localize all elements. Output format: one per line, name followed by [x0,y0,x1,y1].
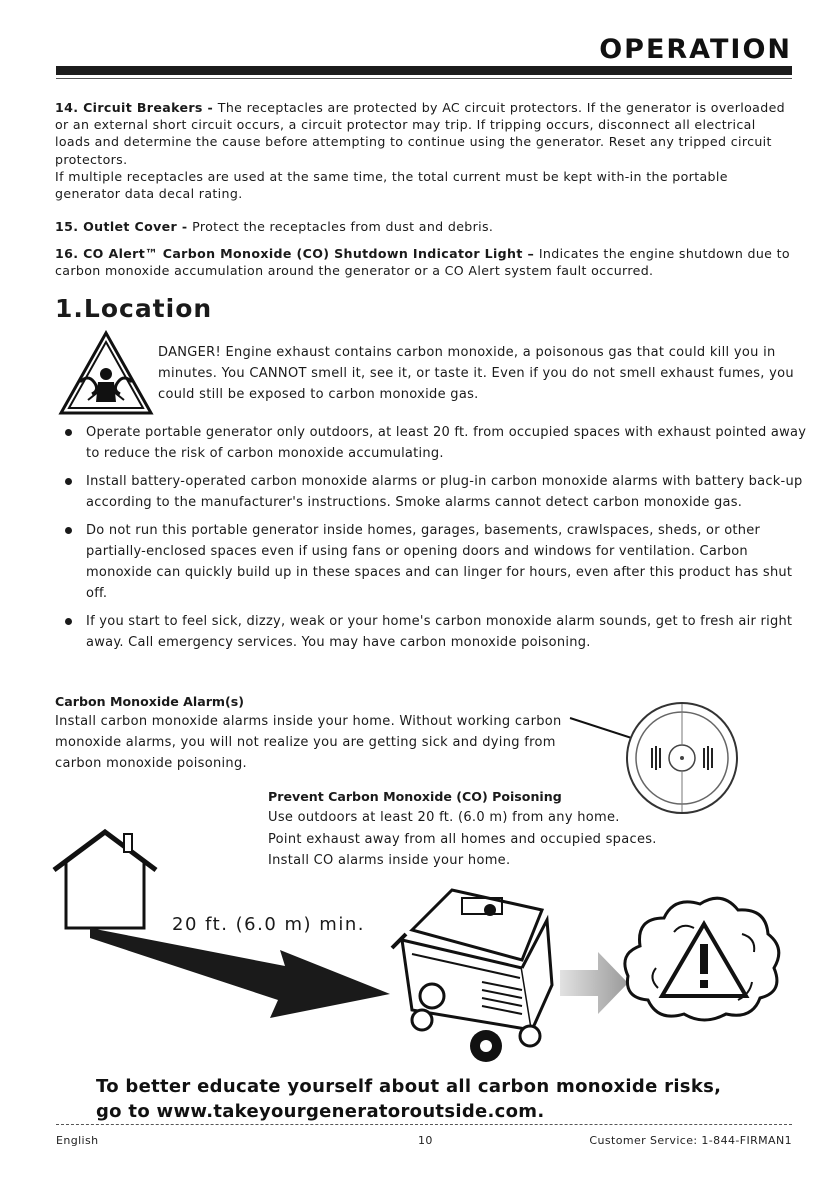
header-rule [56,78,792,79]
bullet-icon [65,527,72,534]
list-item: Point exhaust away from all homes and occupied spaces. [268,831,657,847]
bottom-message [96,1074,721,1124]
list-item: Use outdoors at least 20 ft. (6.0 m) from any home. [268,810,620,825]
bullet-icon [65,478,72,485]
item-circuit-breakers [55,99,795,202]
list-item [62,422,814,464]
bottom-message-line-1: To better educate yourself about all carbon monoxide risks, [96,1076,722,1097]
item-co-alert [55,245,795,279]
location-title: 1.Location [55,294,213,323]
footer-language: English [56,1134,99,1147]
bullet-icon [65,429,72,436]
list-item [62,611,814,653]
bullet-text: Install battery-operated carbon monoxide alarms or plug-in carbon monoxide alarms with battery back-up according to the manufacturer's instructions. Smoke alarms cannot detect carbon monoxide gas. [86,474,803,510]
exhaust-arrow-icon [90,920,400,1020]
prevent-list [268,807,657,872]
bullet-text: Do not run this portable generator inside homes, garages, basements, crawlspaces, sheds, or other partially-enclosed spaces even if using fans or opening doors and windows for ventilation. Carbon monoxide can quickly build up in these spaces and can linger for hours, even after this product has shut off. [86,523,793,601]
alarm-title: Carbon Monoxide Alarm(s) [55,694,245,709]
item-text: The receptacles are protected by AC circuit protectors. If the generator is overloaded or an external short circuit occurs, a circuit protector may trip. If tripping occurs, disconnect all electrical loads and determine the cause before attempting to continue using the generator. Reset any tripped circuit protectors. [55,100,786,167]
footer-divider [56,1124,792,1125]
item-text-2: If multiple receptacles are used at the same time, the total current must be kept with-in the portable generator data decal rating. [55,168,728,202]
website-link[interactable]: go to www.takeyourgeneratoroutside.com. [96,1101,545,1122]
exhaust-cloud-warning-icon [618,888,788,1028]
item-label: 15. Outlet Cover - [55,219,193,234]
danger-statement: DANGER! Engine exhaust contains carbon monoxide, a poisonous gas that could kill you in minutes. You CANNOT smell it, see it, or taste it. Even if you do not smell exhaust fumes, you could still be exposed to carbon monoxide gas. [158,345,794,402]
prevent-title: Prevent Carbon Monoxide (CO) Poisoning [268,789,562,804]
generator-icon [382,870,562,1070]
bullet-icon [65,618,72,625]
alarm-text: Install carbon monoxide alarms inside your home. Without working carbon monoxide alarms, you will not realize you are getting sick and dying from carbon monoxide poisoning. [55,714,562,771]
item-label: 16. CO Alert™ Carbon Monoxide (CO) Shutdown Indicator Light – [55,246,539,261]
item-text: Protect the receptacles from dust and debris. [192,219,494,234]
list-item: Install CO alarms inside your home. [268,853,511,868]
section-title: OPERATION [599,34,792,65]
bullet-text: If you start to feel sick, dizzy, weak or your home's carbon monoxide alarm sounds, get to fresh air right away. Call emergency services. You may have carbon monoxide poisoning. [86,614,793,650]
item-outlet-cover [55,218,795,235]
header-bar [56,66,792,75]
co-warning-icon [58,330,154,416]
page-number: 10 [418,1134,433,1147]
item-text: Indicates the engine shutdown due to carbon monoxide accumulation around the generator or a CO Alert system fault occurred. [55,246,790,279]
bullet-text: Operate portable generator only outdoors, at least 20 ft. from occupied spaces with exhaust pointed away to reduce the risk of carbon monoxide accumulating. [86,425,807,461]
customer-service: Customer Service: 1-844-FIRMAN1 [589,1134,792,1147]
location-bullets [62,422,814,660]
list-item [62,520,814,604]
item-label: 14. Circuit Breakers - [55,100,218,115]
list-item [62,471,814,513]
co-alarm-illustration [560,700,750,820]
distance-label: 20 ft. (6.0 m) min. [172,914,365,935]
